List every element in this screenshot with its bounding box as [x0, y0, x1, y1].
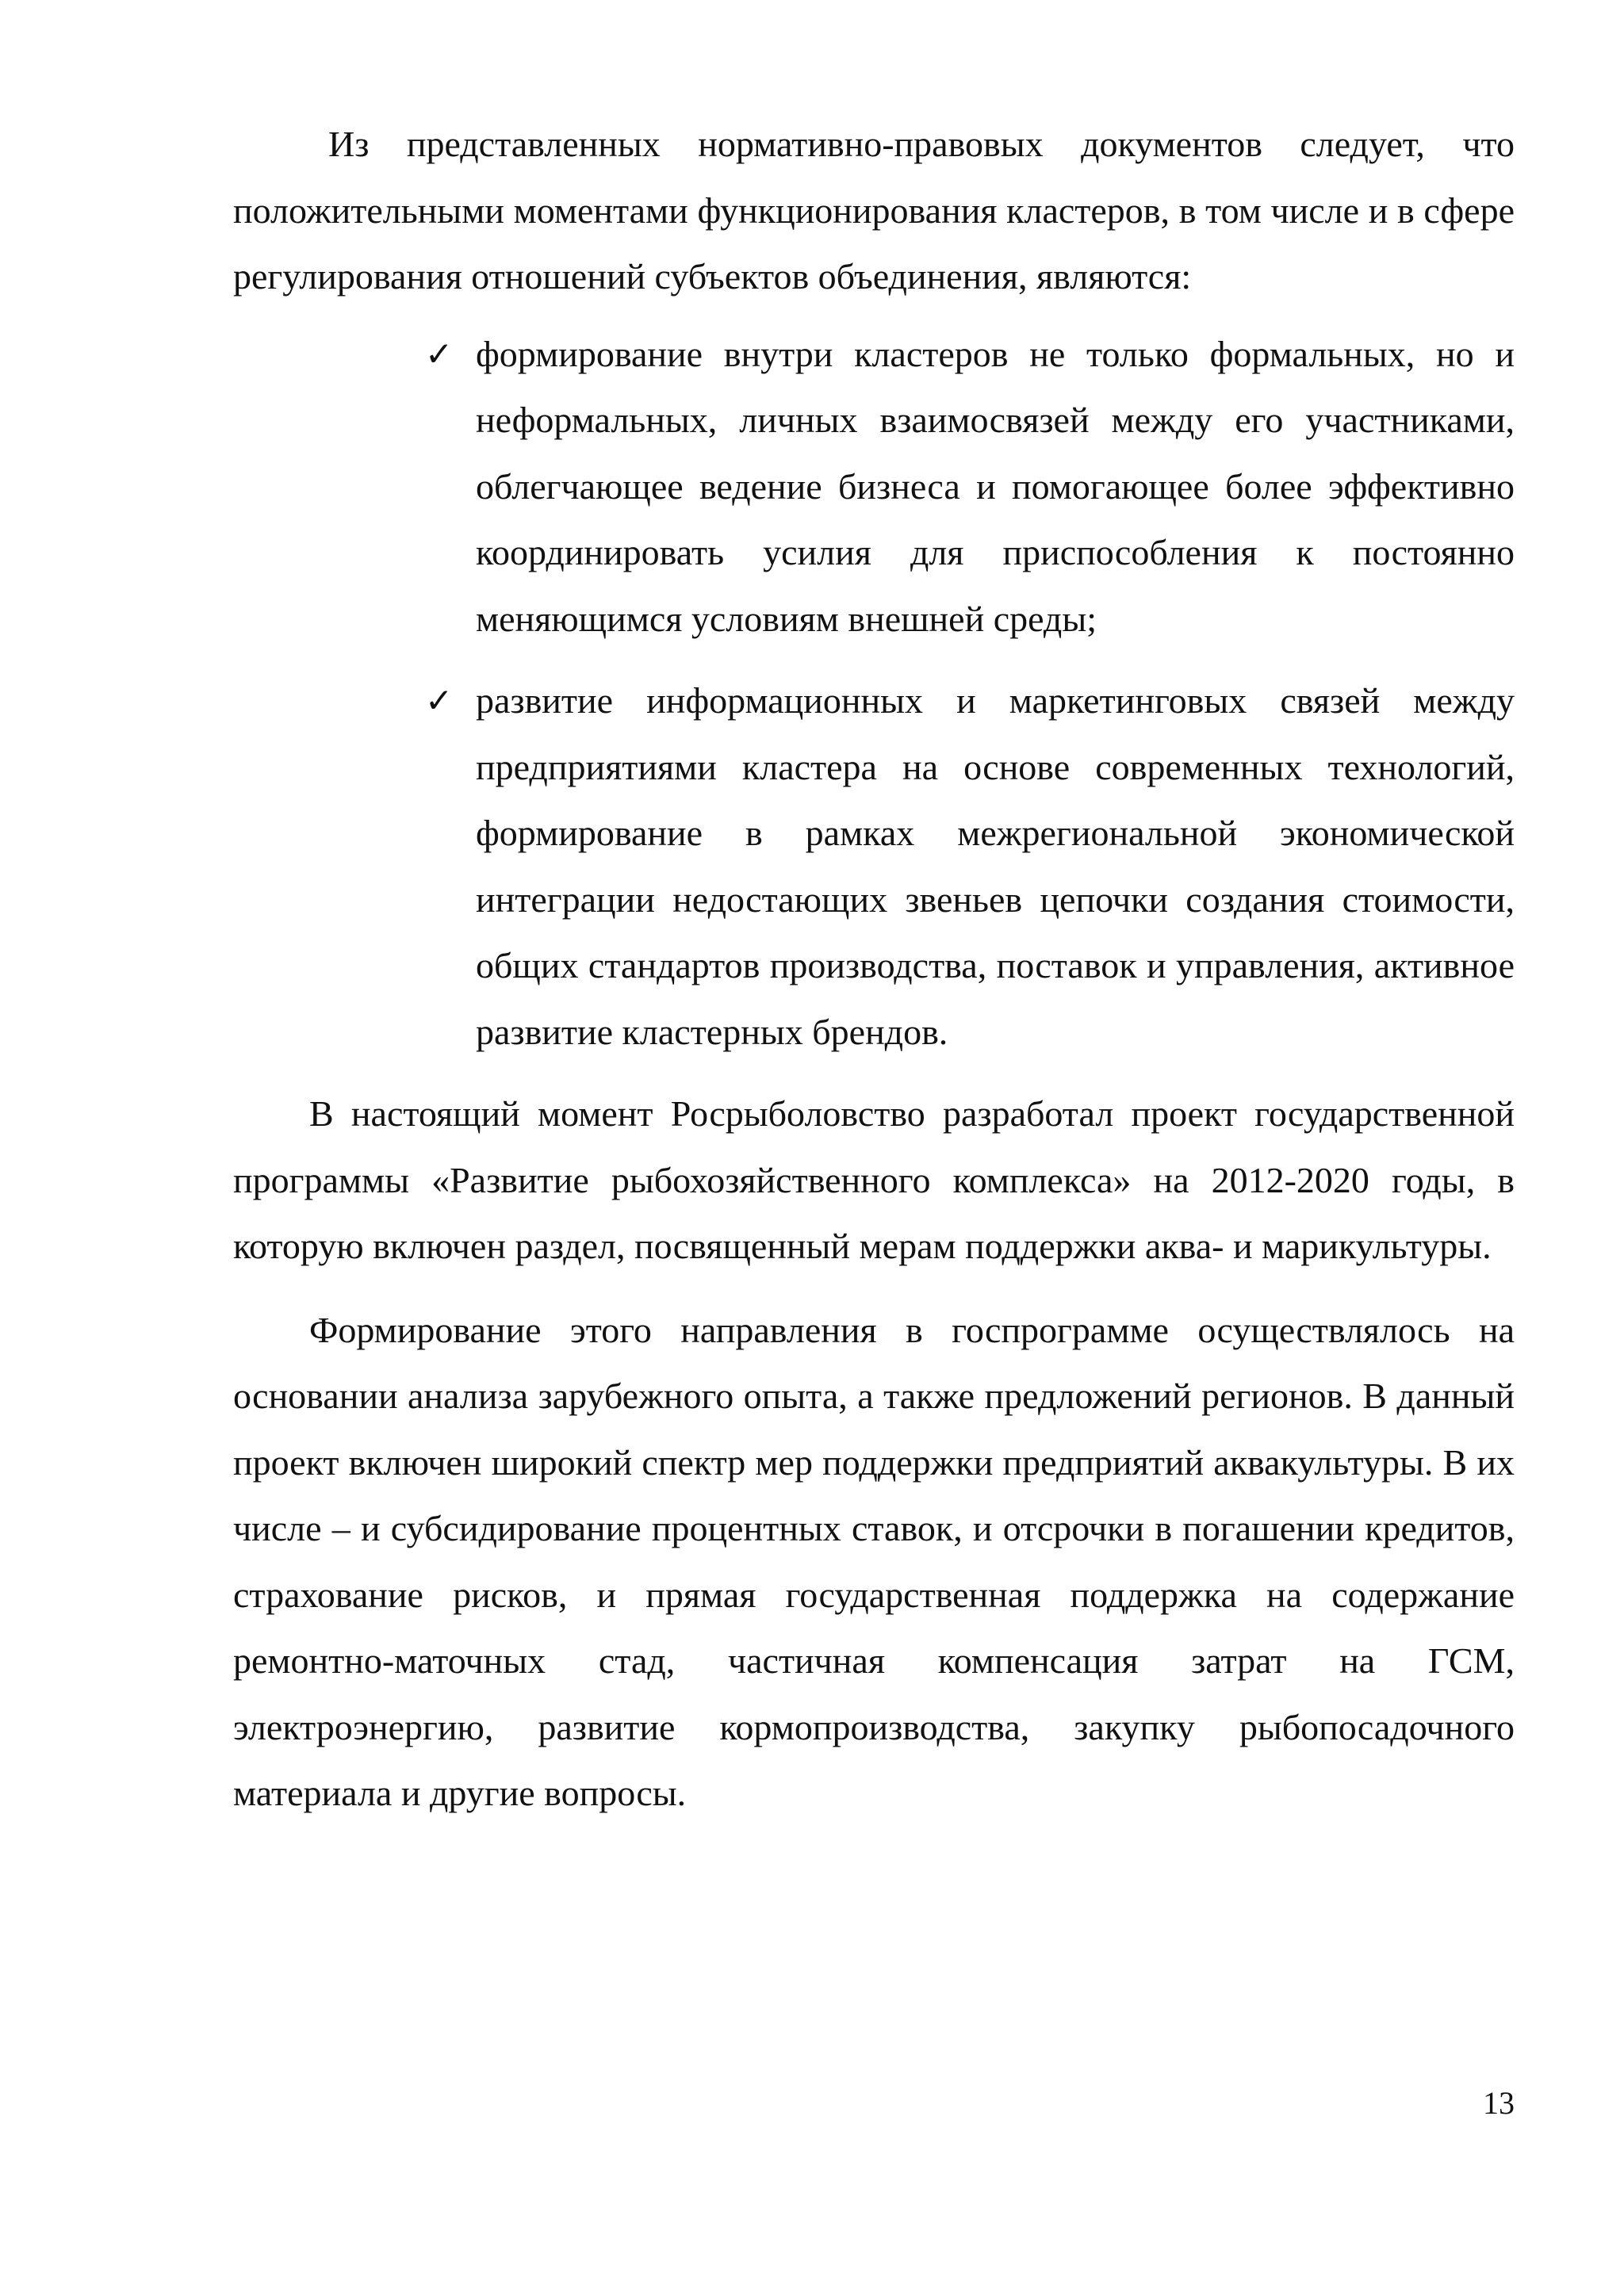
- page-number: 13: [1483, 2085, 1515, 2121]
- bullet-item: [425, 668, 1515, 1065]
- bullet-text: развитие информационных и маркетинговых связей между предприятиями кластера на основе современных технологий, формирование в рамках межрегиональной экономической интеграции недостающих звеньев цепочки создания стоимости, общих стандартов производства, поставок и управления, активное развитие кластерных брендов.: [476, 680, 1515, 1052]
- measures-paragraph: Формирование этого направления в госпрограмме осуществлялось на основании анализа зарубежного опыта, а также предложений регионов. В данный проект включен широкий спектр мер поддержки предприятий аквакультуры. В их числе – и субсидирование процентных ставок, и отсрочки в погашении кредитов, страхование рисков, и прямая государственная поддержка на содержание ремонтно-маточных стад, частичная компенсация затрат на ГСМ, электроэнергию, развитие кормопроизводства, закупку рыбопосадочного материала и другие вопросы.: [233, 1309, 1515, 1813]
- checkmark-icon: ✓: [425, 334, 454, 373]
- program-paragraph: В настоящий момент Росрыболовство разработал проект государственной программы «Развитие рыбохозяйственного комплекса» на 2012-2020 годы, в которую включен раздел, посвященный мерам поддержки аква- и марикультуры.: [233, 1093, 1515, 1266]
- bullet-item: [425, 321, 1515, 652]
- checkmark-icon: ✓: [425, 681, 454, 720]
- document-page: [233, 111, 1515, 1827]
- bullet-list: [233, 321, 1515, 1066]
- bullet-text: формирование внутри кластеров не только формальных, но и неформальных, личных взаимосвязей между его участниками, облегчающее ведение бизнеса и помогающее более эффективно координировать усилия для приспособления к постоянно меняющимся условиям внешней среды;: [476, 333, 1515, 639]
- intro-paragraph: Из представленных нормативно-правовых документов следует, что положительными моментами функционирования кластеров, в том числе и в сфере регулирования отношений субъектов объединения, являются:: [233, 124, 1515, 297]
